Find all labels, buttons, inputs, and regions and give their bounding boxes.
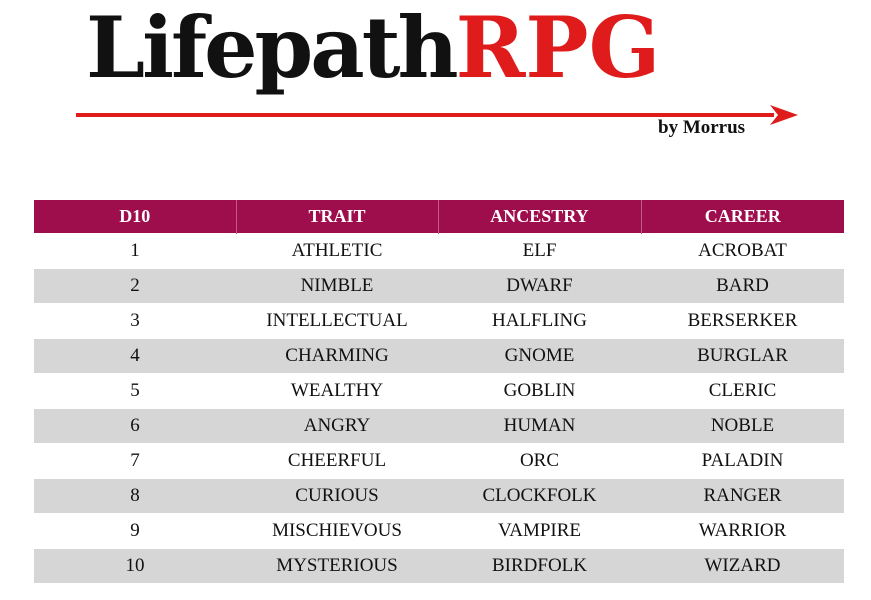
header-trait: TRAIT (236, 200, 438, 234)
cell-trait: CURIOUS (236, 479, 438, 514)
cell-career: BARD (641, 269, 844, 304)
cell-ancestry: BIRDFOLK (438, 549, 641, 584)
cell-ancestry: GOBLIN (438, 374, 641, 409)
cell-career: WARRIOR (641, 514, 844, 549)
cell-trait: INTELLECTUAL (236, 304, 438, 339)
cell-roll: 9 (34, 514, 236, 549)
cell-career: BURGLAR (641, 339, 844, 374)
cell-career: CLERIC (641, 374, 844, 409)
table-header-row (34, 200, 844, 234)
table-row (34, 304, 844, 339)
cell-career: ACROBAT (641, 234, 844, 269)
logo-wordmark (86, 0, 661, 97)
cell-trait: CHEERFUL (236, 444, 438, 479)
cell-roll: 7 (34, 444, 236, 479)
cell-career: PALADIN (641, 444, 844, 479)
cell-ancestry: VAMPIRE (438, 514, 641, 549)
table-row (34, 374, 844, 409)
table-row (34, 479, 844, 514)
cell-trait: ATHLETIC (236, 234, 438, 269)
cell-ancestry: ELF (438, 234, 641, 269)
cell-career: BERSERKER (641, 304, 844, 339)
table-row (34, 409, 844, 444)
cell-ancestry: HALFLING (438, 304, 641, 339)
table-row (34, 234, 844, 269)
cell-ancestry: HUMAN (438, 409, 641, 444)
cell-roll: 8 (34, 479, 236, 514)
table-row (34, 339, 844, 374)
cell-roll: 4 (34, 339, 236, 374)
logo (0, 0, 871, 160)
logo-byline: by Morrus (658, 117, 746, 138)
cell-roll: 1 (34, 234, 236, 269)
cell-ancestry: CLOCKFOLK (438, 479, 641, 514)
cell-roll: 6 (34, 409, 236, 444)
cell-trait: ANGRY (236, 409, 438, 444)
cell-roll: 3 (34, 304, 236, 339)
logo-word-rpg: RPG (455, 0, 661, 97)
cell-roll: 5 (34, 374, 236, 409)
cell-roll: 2 (34, 269, 236, 304)
table-row (34, 549, 844, 584)
header-career: CAREER (641, 200, 844, 234)
cell-roll: 10 (34, 549, 236, 584)
table-row (34, 269, 844, 304)
table-row (34, 444, 844, 479)
cell-ancestry: ORC (438, 444, 641, 479)
header-d10: D10 (34, 200, 236, 234)
cell-trait: MYSTERIOUS (236, 549, 438, 584)
cell-career: RANGER (641, 479, 844, 514)
cell-career: NOBLE (641, 409, 844, 444)
cell-career: WIZARD (641, 549, 844, 584)
lifepath-table (34, 200, 844, 583)
header-ancestry: ANCESTRY (438, 200, 641, 234)
cell-ancestry: DWARF (438, 269, 641, 304)
cell-ancestry: GNOME (438, 339, 641, 374)
cell-trait: WEALTHY (236, 374, 438, 409)
table-row (34, 514, 844, 549)
cell-trait: NIMBLE (236, 269, 438, 304)
cell-trait: MISCHIEVOUS (236, 514, 438, 549)
cell-trait: CHARMING (236, 339, 438, 374)
logo-word-lifepath: Lifepath (86, 0, 456, 97)
